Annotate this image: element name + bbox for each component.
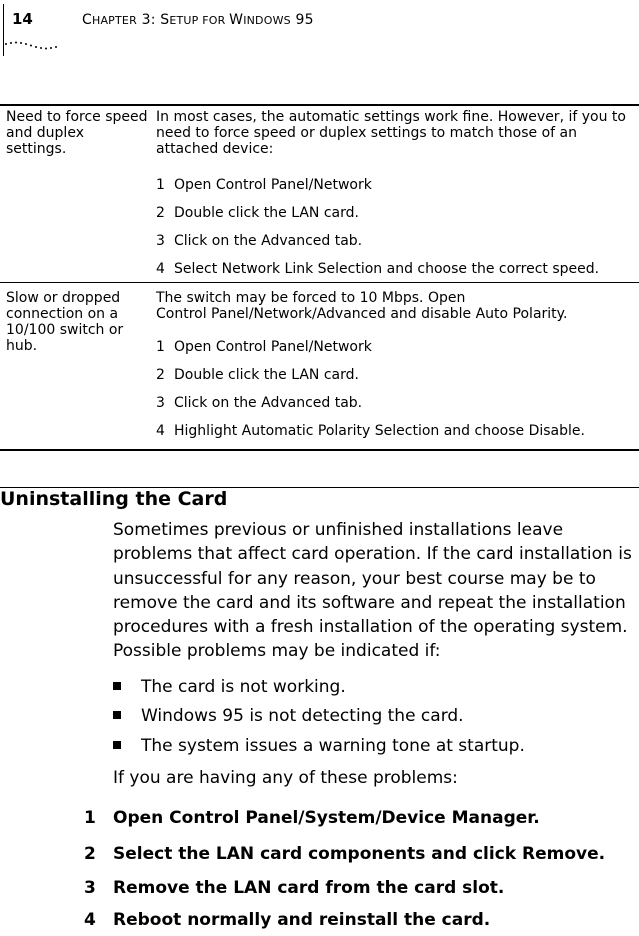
chapter-header: CHAPTER 3: SETUP FOR WINDOWS 95 [82,12,314,28]
section-lead-text: If you are having any of these problems: [113,768,458,788]
procedure-step: 2 Select the LAN card components and click Remove. [84,844,606,864]
procedure-step: 4 Reboot normally and reinstall the card. [84,910,491,930]
table-row-1-step: 3 Click on the Advanced tab. [156,233,363,249]
bullet-square-icon [113,741,121,749]
table-row-1-step: 4 Select Network Link Selection and choose the correct speed. [156,261,600,277]
table-row-2-step: 4 Highlight Automatic Polarity Selection and choose Disable. [156,423,585,439]
procedure-step: 3 Remove the LAN card from the card slot. [84,878,505,898]
bullet-item: Windows 95 is not detecting the card. [113,706,464,726]
bullet-item: The system issues a warning tone at startup. [113,736,525,756]
table-row-2-step: 2 Double click the LAN card. [156,367,359,383]
table-row-2-problem: Slow or dropped connection on a 10/100 switch or hub. [6,290,124,354]
bullet-square-icon [113,711,121,719]
page-number: 14 [12,10,33,28]
section-title: Uninstalling the Card [0,488,228,510]
table-row-1-step: 2 Double click the LAN card. [156,205,359,221]
table-row-1-solution: In most cases, the automatic settings work fine. However, if you to need to force speed or duplex settings to match those of an attached device: [156,109,626,157]
table-row-2-solution: The switch may be forced to 10 Mbps. Open Control Panel/Network/Advanced and disable Auto Polarity. [156,290,568,322]
table-row-2-step: 3 Click on the Advanced tab. [156,395,363,411]
bullet-square-icon [113,682,121,690]
section-intro-paragraph: Sometimes previous or unfinished installations leave problems that affect card operation. If the card installation is unsuccessful for any reason, your best course may be to remove the card and its software and repeat the installation procedures with a fresh installation of the operating system. Possible problems may be indicated if: [113,520,632,662]
corner-dots-decoration [4,40,58,54]
table-row-2-step: 1 Open Control Panel/Network [156,339,372,355]
table-bottom-rule [0,449,639,451]
table-row-1-problem: Need to force speed and duplex settings. [6,109,148,157]
table-row-divider [0,282,639,283]
bullet-item: The card is not working. [113,677,346,697]
table-row-1-step: 1 Open Control Panel/Network [156,177,372,193]
procedure-step: 1 Open Control Panel/System/Device Manager. [84,808,540,828]
table-top-rule [0,104,639,106]
